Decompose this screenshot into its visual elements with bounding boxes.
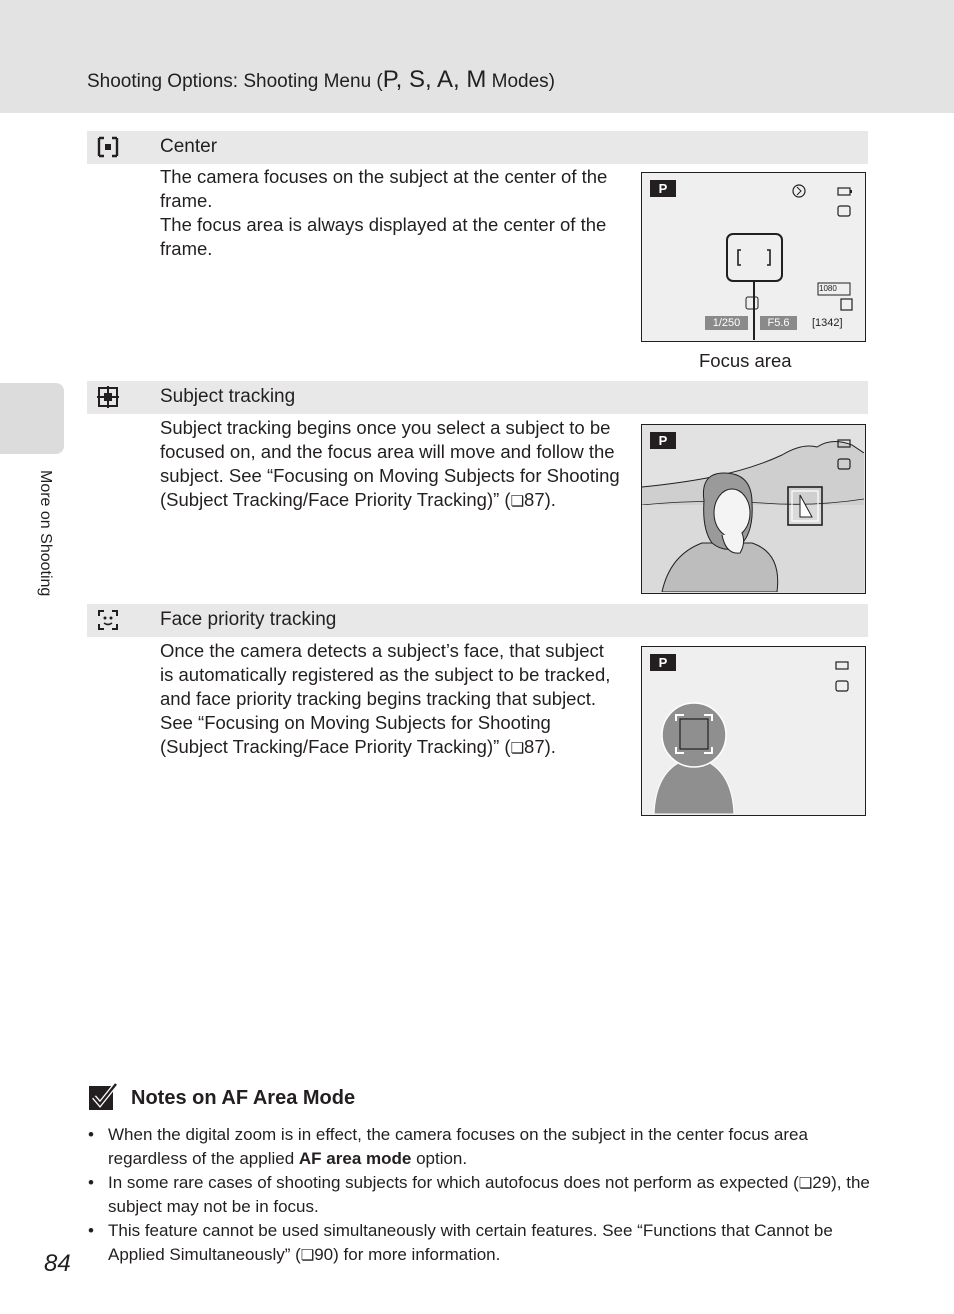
page-number: 84 xyxy=(44,1250,71,1277)
center-af-icon xyxy=(96,135,120,159)
option-title: Subject tracking xyxy=(160,386,296,407)
monitor-center-af xyxy=(641,172,866,342)
monitor-face-priority xyxy=(641,646,866,816)
notes-title: Notes on AF Area Mode xyxy=(131,1087,356,1109)
page-ref[interactable]: 90 xyxy=(314,1245,334,1264)
option-center-description: The camera focuses on the subject at the center of the frame. The focus area is always displayed at the center of the frame. xyxy=(160,166,608,259)
option-subject-tracking-description: Subject tracking begins once you select a subject to be focused on, and the focus area will move and follow the subject. See “Focusing on Moving Subjects for Shooting (Subject Tracking/Face Priority Tracking)” (❏87). xyxy=(160,417,620,510)
option-title: Face priority tracking xyxy=(160,609,337,630)
battery-icon xyxy=(838,188,850,195)
status-icons xyxy=(836,437,854,473)
page-ref[interactable]: 87 xyxy=(524,489,545,510)
checkmark-icon xyxy=(88,1082,118,1112)
tracking-scene-illustration xyxy=(642,425,864,592)
notes-list xyxy=(88,1123,878,1267)
mode-list: P, S, A, M xyxy=(382,66,487,93)
face-icon xyxy=(746,297,758,309)
list-item: • When the digital zoom is in effect, the camera focuses on the subject in the center focus area regardless of the applied AF area mode option. xyxy=(88,1123,878,1171)
chapter-tab-label: More on Shooting xyxy=(37,470,54,597)
shooting-mode-badge: P xyxy=(650,654,676,671)
chapter-tab xyxy=(0,383,64,454)
vr-icon xyxy=(838,206,850,216)
exposures-remaining: [1342] xyxy=(812,317,843,329)
list-item: • This feature cannot be used simultaneously with certain features. See “Functions that Cannot be Applied Simultaneously” (❏90) for more information. xyxy=(88,1219,878,1267)
page-ref-icon: ❏ xyxy=(510,739,525,757)
flash-icon xyxy=(793,185,805,197)
option-subject-tracking-header xyxy=(87,381,868,414)
shutter-speed: 1/250 xyxy=(712,317,741,329)
option-face-priority-description: Once the camera detects a subject’s face, that subject is automatically registered as the subject to be tracked, and face priority tracking begins tracking that subject. See “Focusing on Moving Subjects for Shooting (Subject Tracking/Face Priority Tracking)” (❏87). xyxy=(160,640,611,757)
option-center-header xyxy=(87,131,868,164)
subject-tracking-icon xyxy=(96,385,120,409)
page-header xyxy=(0,0,954,113)
face-priority-icon xyxy=(96,608,120,632)
page-ref-icon: ❏ xyxy=(300,1246,315,1264)
shooting-mode-badge: P xyxy=(650,180,676,197)
setting-name: AF area mode xyxy=(298,1149,412,1168)
face-scene-illustration xyxy=(642,647,864,814)
page-ref[interactable]: 29 xyxy=(812,1173,832,1192)
header-title: Shooting Options: Shooting Menu (P, S, A, M Modes) xyxy=(87,66,555,93)
page-ref-icon: ❏ xyxy=(510,492,525,510)
movie-resolution: 1080 xyxy=(819,284,837,293)
page-ref-icon: ❏ xyxy=(798,1174,813,1192)
option-face-priority-header xyxy=(87,604,868,637)
page-ref[interactable]: 87 xyxy=(524,736,545,757)
option-title: Center xyxy=(160,136,218,157)
shooting-mode-badge: P xyxy=(650,432,676,449)
aperture: F5.6 xyxy=(767,317,790,329)
image-size-icon xyxy=(841,299,852,310)
monitor-indicators xyxy=(642,173,864,340)
monitor-subject-tracking xyxy=(641,424,866,594)
list-item: • In some rare cases of shooting subjects for which autofocus does not perform as expected (❏29), the subject may not be in focus. xyxy=(88,1171,878,1219)
focus-area-callout: Focus area xyxy=(699,350,792,371)
